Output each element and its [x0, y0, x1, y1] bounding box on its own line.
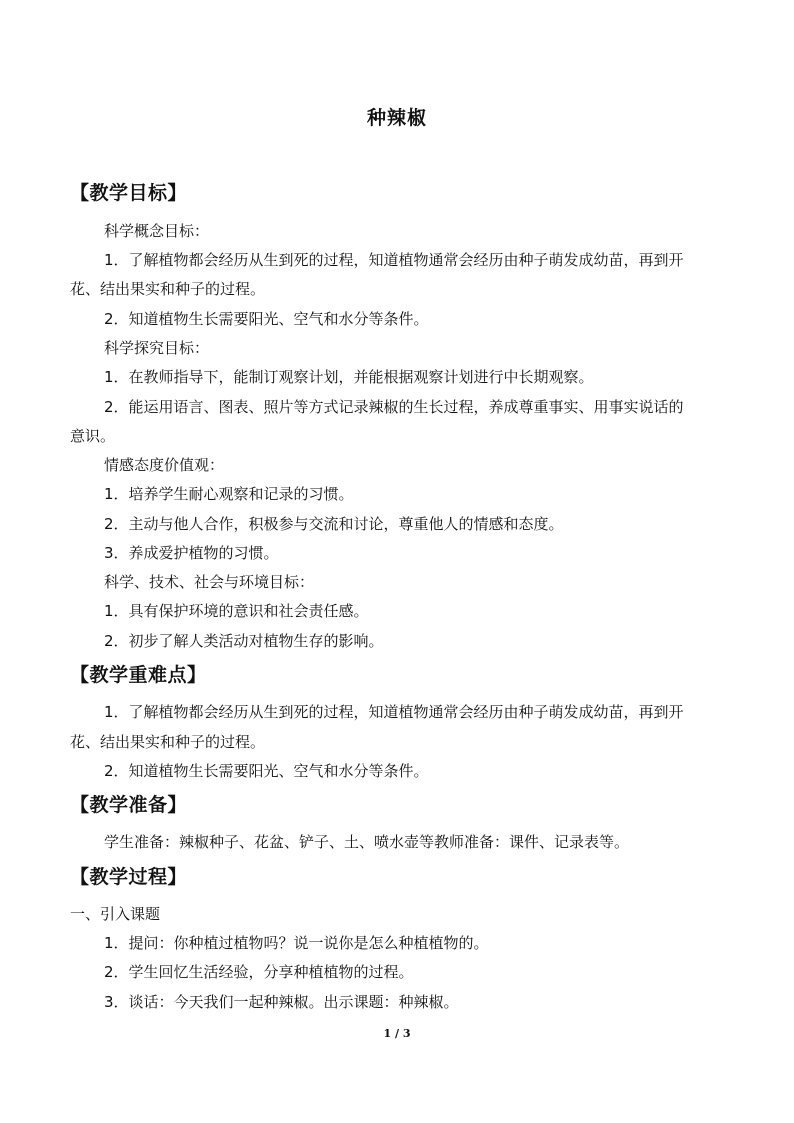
section-heading-key-points: 【教学重难点】: [70, 664, 207, 686]
objective-inquiry-2-line-1: 2．能运用语言、图表、照片等方式记录辣椒的生长过程，养成尊重事实、用事实说话的: [104, 398, 684, 416]
objective-sts-heading: 科学、技术、社会与环境目标：: [104, 573, 315, 591]
objective-sts-2: 2．初步了解人类活动对植物生存的影响。: [104, 632, 384, 650]
preparation-text: 学生准备：辣椒种子、花盆、铲子、土、喷水壶等教师准备：课件、记录表等。: [104, 833, 630, 851]
objective-sts-1: 1．具有保护环境的意识和社会责任感。: [104, 602, 369, 620]
process-step-3: 3．谈话：今天我们一起种辣椒。出示课题：种辣椒。: [104, 993, 459, 1011]
objective-concept-2: 2．知道植物生长需要阳光、空气和水分等条件。: [104, 310, 429, 328]
objective-attitude-3: 3．养成爱护植物的习惯。: [104, 544, 279, 562]
key-point-2: 2．知道植物生长需要阳光、空气和水分等条件。: [104, 762, 429, 780]
objective-attitude-2: 2．主动与他人合作，积极参与交流和讨论，尊重他人的情感和态度。: [104, 515, 564, 533]
process-step-1: 1．提问：你种植过植物吗？说一说你是怎么种植植物的。: [104, 934, 489, 952]
section-heading-objectives: 【教学目标】: [70, 182, 188, 204]
key-point-1-line-2: 花、结出果实和种子的过程。: [70, 733, 266, 751]
document-title: 种辣椒: [366, 107, 427, 129]
key-point-1-line-1: 1．了解植物都会经历从生到死的过程，知道植物通常会经历由种子萌发成幼苗，再到开: [104, 703, 684, 721]
objective-concept-heading: 科学概念目标：: [104, 222, 210, 240]
objective-inquiry-heading: 科学探究目标：: [104, 339, 210, 357]
section-heading-preparation: 【教学准备】: [70, 794, 188, 816]
objective-concept-1-line-2: 花、结出果实和种子的过程。: [70, 280, 266, 298]
objective-attitude-1: 1．培养学生耐心观察和记录的习惯。: [104, 485, 354, 503]
section-heading-process: 【教学过程】: [70, 866, 188, 888]
objective-inquiry-1: 1．在教师指导下，能制订观察计划，并能根据观察计划进行中长期观察。: [104, 368, 594, 386]
objective-attitude-heading: 情感态度价值观：: [104, 456, 225, 474]
objective-concept-1-line-1: 1．了解植物都会经历从生到死的过程，知道植物通常会经历由种子萌发成幼苗，再到开: [104, 251, 684, 269]
objective-inquiry-2-line-2: 意识。: [70, 427, 116, 445]
process-part-1-heading: 一、引入课题: [70, 905, 161, 923]
page-number: 1 / 3: [383, 1027, 411, 1040]
process-step-2: 2．学生回忆生活经验，分享种植植物的过程。: [104, 963, 414, 981]
